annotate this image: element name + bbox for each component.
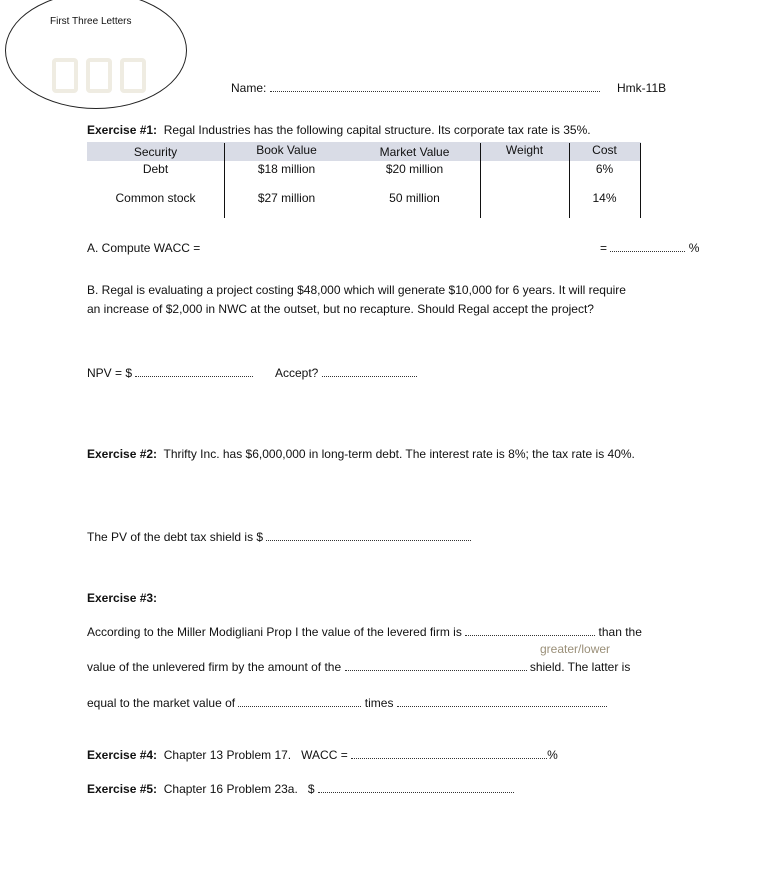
table-cell: 50 million bbox=[389, 191, 440, 205]
table-cell: Debt bbox=[142, 162, 169, 176]
greater-lower-hint: greater/lower bbox=[540, 642, 611, 656]
text: According to the Miller Modigliani Prop I the value of the levered firm is bbox=[87, 625, 462, 639]
part-b-line-1: B. Regal is evaluating a project costing $48,000 which will generate $10,000 for 6 years. It will require bbox=[87, 283, 626, 297]
text: Exercise #2: bbox=[87, 447, 158, 461]
text: value of the unlevered firm by the amount of the bbox=[87, 660, 342, 674]
col-header: Cost bbox=[592, 143, 617, 157]
exercise-2-prompt bbox=[87, 447, 635, 461]
letter-box-3[interactable] bbox=[120, 58, 146, 93]
text: % bbox=[547, 748, 558, 762]
answer-blank[interactable] bbox=[610, 242, 685, 252]
text: Accept? bbox=[275, 366, 319, 380]
assignment-id: Hmk-11B bbox=[617, 81, 667, 95]
col-header: Weight bbox=[505, 143, 544, 157]
pv-tax-shield-answer[interactable] bbox=[87, 530, 471, 544]
text: Regal Industries has the following capital structure. Its corporate tax rate is 35%. bbox=[163, 123, 591, 137]
capital-structure-table bbox=[87, 142, 641, 218]
text: Chapter 16 Problem 23a. bbox=[163, 782, 298, 796]
table-cell: 14% bbox=[592, 191, 617, 205]
answer-blank[interactable] bbox=[345, 661, 527, 671]
text: Exercise #1: bbox=[87, 123, 158, 137]
text: Exercise #5: bbox=[87, 782, 158, 796]
answer-blank[interactable] bbox=[318, 783, 514, 793]
text: NPV = $ bbox=[87, 366, 133, 380]
part-b-line-2: an increase of $2,000 in NWC at the outset, but no recapture. Should Regal accept the project? bbox=[87, 302, 594, 316]
text: Thrifty Inc. has $6,000,000 in long-term debt. The interest rate is 8%; the tax rate is 40%. bbox=[163, 447, 635, 461]
mm-line-2[interactable] bbox=[87, 660, 630, 674]
table-cell: Common stock bbox=[115, 191, 196, 205]
name-label: Name: bbox=[231, 81, 267, 95]
answer-blank[interactable] bbox=[465, 626, 595, 636]
text: $ bbox=[307, 782, 315, 796]
text: shield. The latter is bbox=[529, 660, 631, 674]
table-cell: $27 million bbox=[257, 191, 316, 205]
answer-blank[interactable] bbox=[238, 697, 361, 707]
answer-blank[interactable] bbox=[322, 367, 417, 377]
exercise-5[interactable] bbox=[87, 782, 514, 796]
text: equal to the market value of bbox=[87, 696, 236, 710]
answer-blank[interactable] bbox=[266, 531, 471, 541]
npv-answer[interactable] bbox=[87, 366, 253, 380]
answer-blank[interactable] bbox=[135, 367, 253, 377]
exercise-4[interactable] bbox=[87, 748, 558, 762]
wacc-answer[interactable] bbox=[600, 241, 699, 255]
wacc-label: A. Compute WACC = bbox=[87, 241, 201, 255]
col-header: Security bbox=[133, 145, 178, 159]
table-cell: 6% bbox=[595, 162, 614, 176]
table-cell: $20 million bbox=[385, 162, 444, 176]
mm-line-1[interactable] bbox=[87, 625, 642, 639]
col-header: Market Value bbox=[379, 145, 450, 159]
letter-box-2[interactable] bbox=[86, 58, 112, 93]
accept-answer[interactable] bbox=[275, 366, 417, 380]
col-header: Book Value bbox=[256, 143, 317, 157]
text: Chapter 13 Problem 17. bbox=[163, 748, 292, 762]
table-divider bbox=[640, 143, 641, 218]
oval-label: First Three Letters bbox=[50, 16, 132, 27]
table-cell: $18 million bbox=[257, 162, 316, 176]
text: times bbox=[364, 696, 394, 710]
answer-blank[interactable] bbox=[351, 749, 547, 759]
mm-line-3[interactable] bbox=[87, 696, 607, 710]
exercise-3-title: Exercise #3: bbox=[87, 591, 158, 605]
name-field[interactable] bbox=[231, 81, 600, 95]
answer-blank[interactable] bbox=[270, 82, 600, 92]
letter-box-1[interactable] bbox=[52, 58, 78, 93]
text: WACC = bbox=[301, 748, 348, 762]
exercise-1-prompt bbox=[87, 123, 591, 137]
text: % bbox=[688, 241, 700, 255]
text: The PV of the debt tax shield is $ bbox=[87, 530, 264, 544]
text: = bbox=[600, 241, 608, 255]
text: Exercise #4: bbox=[87, 748, 158, 762]
answer-blank[interactable] bbox=[397, 697, 607, 707]
text: than the bbox=[598, 625, 642, 639]
